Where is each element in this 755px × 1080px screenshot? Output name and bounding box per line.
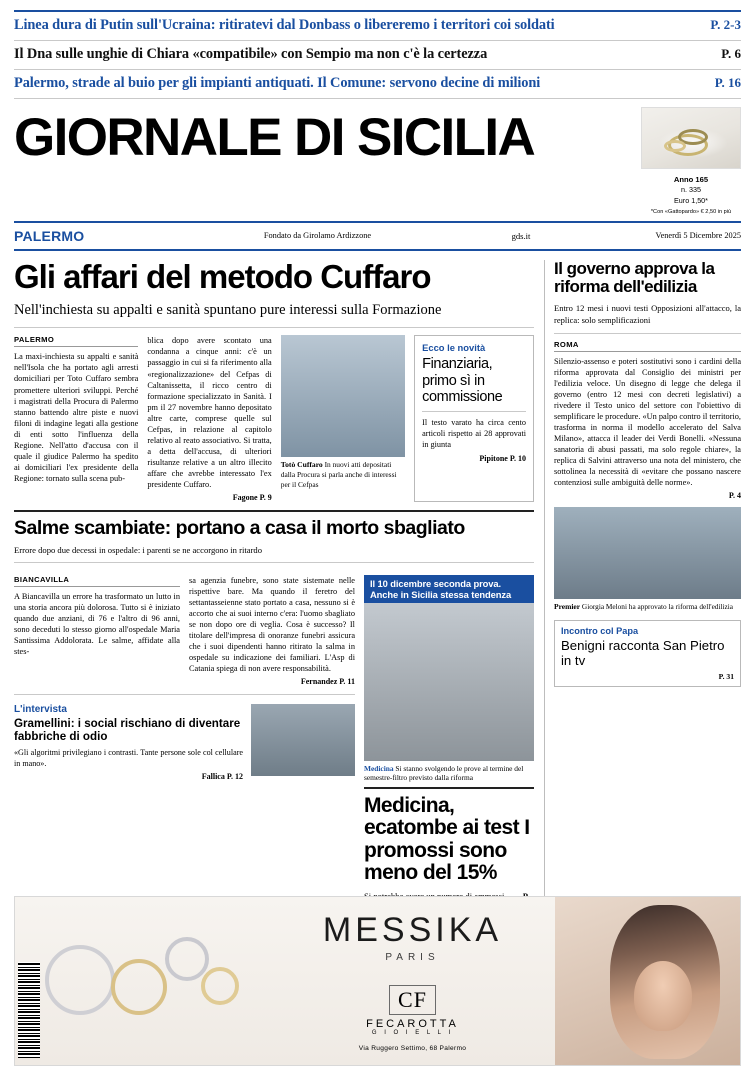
ad-retailer-monogram: CF [389, 985, 436, 1015]
issue-number: n. 335 [681, 185, 701, 195]
ad-address: Via Ruggero Settimo, 68 Palermo [358, 1044, 467, 1052]
founder-line: Fondato da Girolamo Ardizzone [263, 231, 372, 241]
ad-brand-name: MESSIKA [322, 910, 503, 949]
side-photo [554, 507, 741, 599]
box-kicker: Ecco le novità [422, 342, 486, 354]
teaser-item[interactable] [14, 10, 741, 41]
story2-text-1: A Biancavilla un errore ha trasformato un lutto in una storia ancora più dolorosa. Tutto si è iniziato quando due anziani, di 76 e l'altro di 96 anni, sono deceduti lo stesso giorno all'ospedale Maria Santissima Addolorata. Le salme, affidate alla stes- [14, 591, 180, 656]
mid-row [14, 568, 534, 911]
lead-column-1 [14, 335, 138, 501]
issue-year: Anno 165 [673, 175, 709, 184]
ad-jewelry-image [15, 897, 270, 1065]
ad-retailer-logo [366, 985, 459, 1036]
side-subheadline: Entro 12 mesi i nuovi testi Opposizioni all'attacco, la replica: solo semplificazioni [554, 296, 741, 334]
interview-kicker: L'intervista [14, 703, 67, 715]
ad-retailer-name: FECAROTTA [366, 1017, 459, 1030]
byline-author: Fernandez [300, 676, 338, 686]
masthead-side [641, 107, 741, 217]
masthead [14, 99, 741, 217]
papa-title: Benigni racconta San Pietro in tv [561, 638, 725, 668]
lead-column-3 [281, 335, 405, 501]
teaser-text: Il Dna sulle unghie di Chiara «compatibile» con Sempio ma non c'è la certezza [14, 46, 488, 62]
lead-headline[interactable]: Gli affari del metodo Cuffaro [14, 257, 431, 295]
teaser-text: Linea dura di Putin sull'Ucraina: ritiratevi dal Donbass o libereremo i territori coi soldati [14, 17, 555, 33]
lead-text-1: La maxi-inchiesta su appalti e sanità nell'Isola che ha portato agli arresti domiciliari per Toto Cuffaro sembra promettere ulteriori sviluppi. Perché i magistrati della Procura di Palermo stanno battendo altre piste e nuovi filoni di indagine legati alla gestione di enti sotto l'influenza della Regione. Nell'atto d'accusa con il quale il giudice Palermo ha spedito ai domiciliari l'ex presidente della Regione: tornato sulla scena pub- [14, 352, 139, 483]
story2-byline [189, 674, 355, 686]
box-title: Finanziaria, primo sì in commissione [422, 356, 526, 412]
teaser-page-ref: P. 16 [714, 75, 741, 90]
advertisement[interactable] [14, 896, 741, 1066]
lead-column-2 [147, 335, 271, 501]
caption-text: Si stanno svolgendo le prove al termine del semestre-filtro previsto dalla riforma [364, 763, 524, 782]
interview-quote: «Gli algoritmi privilegiano i contrasti. Tante persone sole col cellulare in mano». [14, 747, 243, 768]
website-url[interactable]: gds.it [511, 230, 531, 241]
interview-byline [14, 769, 243, 781]
story2-body [14, 575, 355, 911]
story2-text-2: sa agenzia funebre, sono state sistemate nelle rispettive bare. Ma quando il feretro del settantasseienne stato portato a casa, nessuno si è accorto che ai suoi interno c'era: l'uomo sbagliato se non dopo ore di veglia. Cosa è successo? Il titolare dell'impresa di onoranze funebri assicura che i suoi dipendenti hanno ritirato la salma in ospedale su indicazione dei familiari. L'Asp di Catania spiega di non avere responsabilità. [189, 575, 355, 673]
interview-block[interactable] [14, 694, 355, 781]
finanziaria-box[interactable] [414, 335, 534, 501]
content-area [14, 251, 741, 911]
side-body: Silenzio-assenso e poteri sostitutivi sono i cardini della riforma approvata dal Consiglio dei ministri per l'edilizia veloce. Un disegno di legge che delega il governo (entro 12 mesi con decreti legislativi) a rivedere il Testo unico del settore con l'obiettivo di semplificare le procedure. «Un palpo contro il territorio, trasforma in norma il modello accelerato del Salva Milano», attacca il leader dei Verdi Bonelli. «Nessuna sanatoria di abusi passati, ma solo regole chiare», la replica di Salvini attraverso una nota del ministero, che sottolinea la necessità di «evitare che possano nascere contenziosi sulle ambiguità delle norme». [554, 357, 741, 488]
jewelry-photo [641, 107, 741, 169]
papa-box[interactable] [554, 620, 741, 687]
lead-sidebox [414, 335, 534, 501]
byline-author: Fallica [201, 772, 225, 782]
byline-page: P. 12 [226, 772, 243, 782]
lead-text-2: blica dopo avere scontato una condanna a cinque anni: c'è un passaggio in cui si fa riferimento alla «regionalizzazione» del Cefpas di Caltanissetta, il ricco centro di formazione specializzato in Sanità. I pm il 27 novembre hanno depositato altre carte, comprese quelle sul Cefpas, in relazione al capitolo relativo al reato associativo. Si tratta, a detta dell'accusa, di ulteriori risultanze relative a un altro illecito affare che avrebbe interessato l'ex presidente Cuffaro. [147, 336, 272, 489]
medicina-block[interactable] [364, 575, 534, 911]
issue-info [641, 169, 741, 217]
story2-column-2 [189, 575, 355, 686]
byline-page: P. 9 [259, 492, 272, 502]
issue-price: Euro 1,50* [674, 195, 708, 205]
box-body: Il testo varato ha circa cento articoli rispetto ai 28 approvati in giunta [422, 418, 526, 450]
ad-text-block [270, 897, 555, 1065]
publication-date: Venerdì 5 Dicembre 2025 [655, 231, 741, 241]
byline-page: P. 11 [339, 676, 355, 686]
photo-caption-name: Premier [554, 602, 581, 612]
photo-caption-text: In nuovi atti depositati dalla Procura si parla anche di interessi per il Cefpas [280, 460, 397, 489]
lead-photo [281, 335, 405, 457]
story2-column-1 [14, 575, 180, 686]
box-byline [422, 451, 526, 463]
side-photo-caption [554, 599, 741, 612]
papa-page: P. 31 [718, 672, 734, 682]
teaser-page-ref: P. 2-3 [710, 17, 741, 32]
story2-headline[interactable]: Salme scambiate: portano a casa il morto sbagliato [14, 516, 465, 539]
ad-model-image [555, 897, 740, 1065]
photo-caption-name: Totò Cuffaro [280, 460, 323, 470]
ad-retailer-subtitle: G I O I E L L I [371, 1029, 454, 1036]
side-kicker: ROMA [554, 340, 741, 352]
main-column [14, 257, 534, 911]
byline-author: Fagone [232, 492, 258, 502]
story2-kicker: BIANCAVILLA [14, 575, 180, 587]
story2-subheadline: Errore dopo due decessi in ospedale: i parenti se ne accorgono in ritardo [14, 539, 534, 563]
byline-page: P. 10 [509, 454, 526, 464]
ad-brand-subtitle: PARIS [385, 951, 440, 963]
newspaper-title: GIORNALE DI SICILIA [14, 108, 535, 167]
side-headline[interactable]: Il governo approva la riforma dell'edilizia [554, 258, 715, 297]
teaser-page-ref: P. 6 [721, 46, 741, 61]
medicina-photo [364, 603, 534, 761]
caption-tag: Medicina [364, 763, 394, 773]
teaser-text: Palermo, strade al buio per gli impianti antiquati. Il Comune: servono decine di milioni [14, 75, 541, 91]
medicina-headline[interactable]: Medicina, ecatombe ai test I promossi sono meno del 15% [364, 793, 530, 885]
teaser-item[interactable] [14, 41, 741, 70]
lead-body-columns [14, 335, 534, 501]
medicina-banner: Il 10 dicembre seconda prova. Anche in Sicilia stessa tendenza [364, 575, 534, 603]
side-column [544, 260, 741, 911]
issue-note: *Con «Gattopardo» € 2,50 in più [650, 209, 732, 216]
interview-title: Gramellini: i social rischiano di diventare fabbriche di odio [14, 716, 241, 743]
edition-city: PALERMO [14, 227, 85, 244]
lead-byline [147, 490, 271, 502]
teaser-strip [14, 0, 741, 99]
papa-kicker: Incontro col Papa [561, 626, 639, 637]
edition-bar [14, 221, 741, 251]
interview-photo [251, 704, 355, 776]
medicina-caption [364, 761, 534, 789]
lead-kicker: PALERMO [14, 335, 138, 347]
photo-caption-text: Giorgia Meloni ha approvato la riforma dell'edilizia [581, 602, 734, 612]
teaser-item[interactable] [14, 70, 741, 99]
lead-photo-caption [281, 457, 405, 489]
lead-subheadline: Nell'inchiesta su appalti e sanità spuntano pure interessi sulla Formazione [14, 293, 534, 328]
byline-author: Pipitone [479, 454, 508, 464]
barcode [18, 962, 40, 1058]
side-page: P. 4 [728, 491, 741, 501]
